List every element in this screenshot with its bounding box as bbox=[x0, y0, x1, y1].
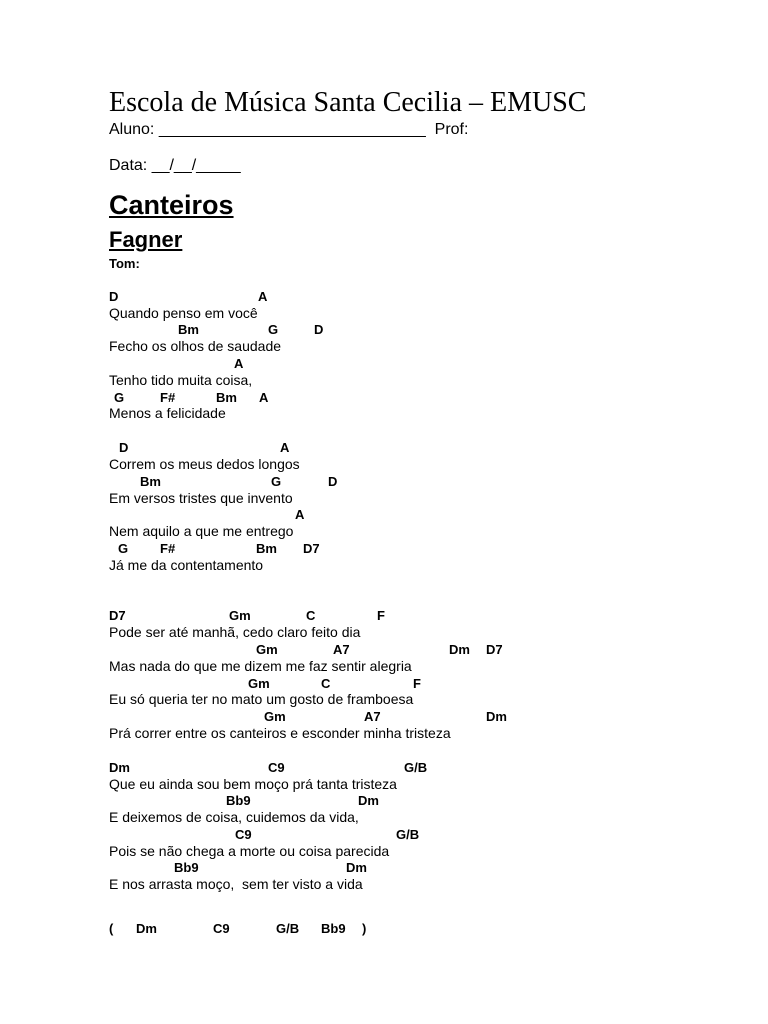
chord: A bbox=[258, 289, 268, 304]
chord: G bbox=[118, 541, 129, 556]
chord: G bbox=[268, 322, 279, 337]
chord: A bbox=[234, 356, 244, 371]
chord: Bm bbox=[216, 390, 237, 405]
song-title: Canteiros bbox=[109, 190, 234, 220]
chord: C bbox=[321, 676, 331, 691]
lyric-line: Tenho tido muita coisa, bbox=[109, 372, 253, 388]
chord: C9 bbox=[213, 921, 230, 936]
chord: ( bbox=[109, 921, 114, 936]
chord: Bm bbox=[140, 474, 161, 489]
lyric-line: Nem aquilo a que me entrego bbox=[109, 523, 294, 539]
chord: F# bbox=[160, 390, 176, 405]
date-line: Data: __/__/_____ bbox=[109, 157, 241, 174]
chord: Bb9 bbox=[174, 860, 199, 875]
lyric-line: Eu só queria ter no mato um gosto de framboesa bbox=[109, 691, 414, 707]
chord: A bbox=[295, 507, 305, 522]
chord: Gm bbox=[256, 642, 278, 657]
lyric-line: Correm os meus dedos longos bbox=[109, 456, 300, 472]
lyric-line: Que eu ainda sou bem moço prá tanta tristeza bbox=[109, 776, 397, 792]
chord: C9 bbox=[268, 760, 285, 775]
chord: Gm bbox=[248, 676, 270, 691]
song-key-label: Tom: bbox=[109, 256, 140, 271]
chord: D bbox=[314, 322, 324, 337]
school-name: Escola de Música Santa Cecilia – EMUSC bbox=[109, 87, 587, 118]
chord: F# bbox=[160, 541, 176, 556]
chord: Bb9 bbox=[321, 921, 346, 936]
lyric-line: Prá correr entre os canteiros e esconder minha tristeza bbox=[109, 725, 451, 741]
chord: A7 bbox=[333, 642, 350, 657]
chord: A bbox=[259, 390, 269, 405]
chord: D7 bbox=[486, 642, 503, 657]
chord: D7 bbox=[109, 608, 126, 623]
chord: D bbox=[119, 440, 129, 455]
lyric-line: Mas nada do que me dizem me faz sentir alegria bbox=[109, 658, 412, 674]
chord-sheet bbox=[109, 0, 749, 1024]
chord: Bb9 bbox=[226, 793, 251, 808]
chord: G bbox=[114, 390, 125, 405]
chord: F bbox=[377, 608, 385, 623]
lyric-line: Já me da contentamento bbox=[109, 557, 264, 573]
chord: Dm bbox=[109, 760, 130, 775]
chord: Gm bbox=[229, 608, 251, 623]
chord: F bbox=[413, 676, 421, 691]
lyric-line: E nos arrasta moço, sem ter visto a vida bbox=[109, 876, 363, 892]
lyric-line: Pode ser até manhã, cedo claro feito dia bbox=[109, 624, 361, 640]
lyric-line: E deixemos de coisa, cuidemos da vida, bbox=[109, 809, 359, 825]
chord: D bbox=[109, 289, 119, 304]
chord: G/B bbox=[396, 827, 420, 842]
chord: Dm bbox=[136, 921, 157, 936]
chord: Gm bbox=[264, 709, 286, 724]
chord: ) bbox=[362, 921, 367, 936]
chord: Dm bbox=[346, 860, 367, 875]
chord: D7 bbox=[303, 541, 320, 556]
chord: G bbox=[271, 474, 282, 489]
chord: C9 bbox=[235, 827, 252, 842]
chord: C bbox=[306, 608, 316, 623]
lyric-line: Fecho os olhos de saudade bbox=[109, 338, 282, 354]
chord: G/B bbox=[404, 760, 428, 775]
chord: A bbox=[280, 440, 290, 455]
lyric-line: Pois se não chega a morte ou coisa parecida bbox=[109, 843, 390, 859]
chord: Dm bbox=[358, 793, 379, 808]
chord: Dm bbox=[486, 709, 507, 724]
chord: G/B bbox=[276, 921, 300, 936]
student-professor-line: Aluno: ______________________________ Prof: bbox=[109, 121, 469, 138]
lyric-line: Menos a felicidade bbox=[109, 405, 226, 421]
chord: A7 bbox=[364, 709, 381, 724]
chord: Dm bbox=[449, 642, 470, 657]
lyric-line: Em versos tristes que invento bbox=[109, 490, 293, 506]
chord: D bbox=[328, 474, 338, 489]
song-artist: Fagner bbox=[109, 227, 183, 252]
chord: Bm bbox=[178, 322, 199, 337]
lyric-line: Quando penso em você bbox=[109, 305, 258, 321]
chord: Bm bbox=[256, 541, 277, 556]
